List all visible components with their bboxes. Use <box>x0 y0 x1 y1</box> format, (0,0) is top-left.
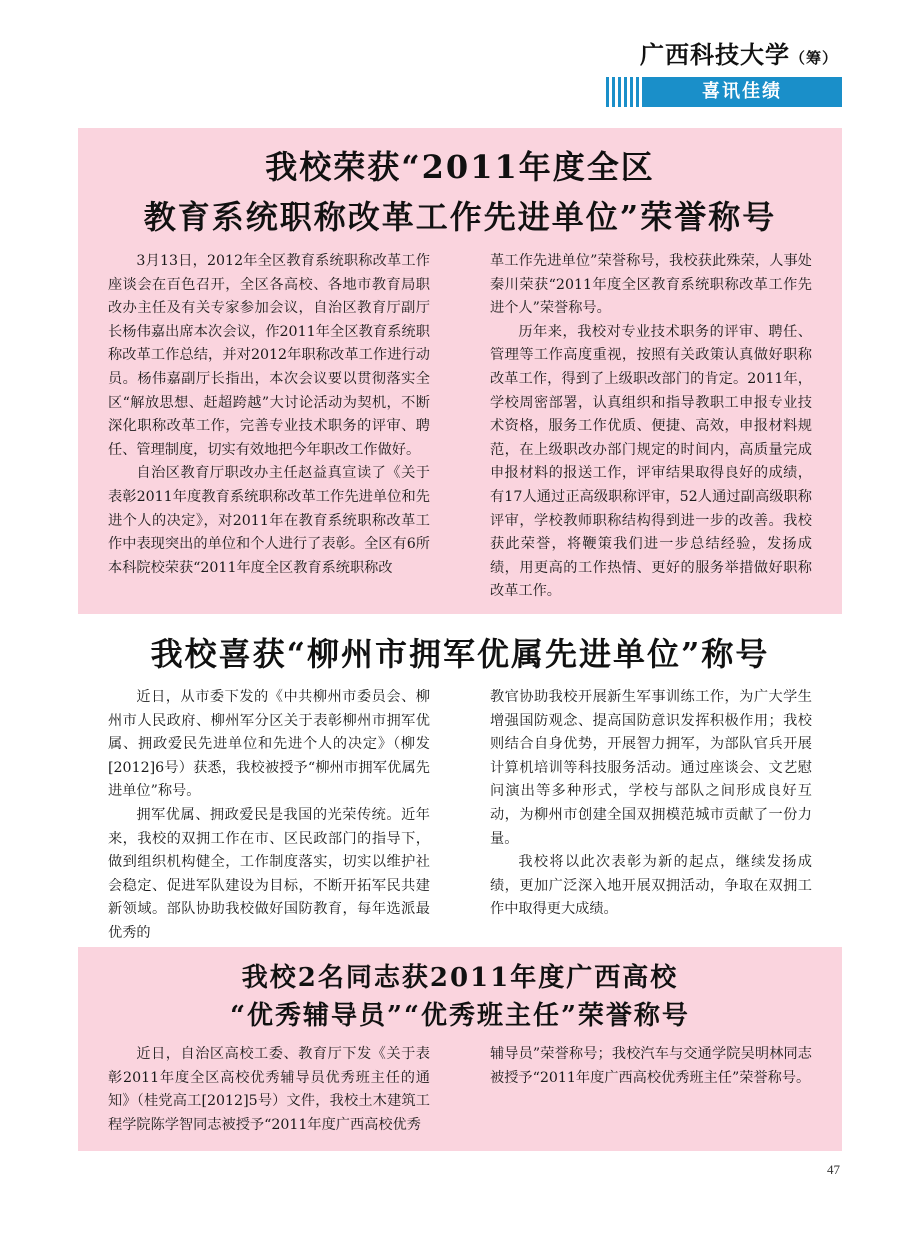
paragraph: 近日，自治区高校工委、教育厅下发《关于表彰2011年度全区高校优秀辅导员优秀班主任的通知》（桂党高工[2012]5号）文件，我校土木建筑工程学院陈学智同志被授予“2011年度广西高校优秀 <box>108 1046 430 1133</box>
column-left <box>108 686 430 946</box>
paragraph: 革工作先进单位”荣誉称号，我校获此殊荣，人事处秦川荣获“2011年度全区教育系统职称改革工作先进个人”荣誉称号。 <box>490 253 812 317</box>
paragraph: 自治区教育厅职改办主任赵益真宣读了《关于表彰2011年度教育系统职称改革工作先进单位和先进个人的决定》，对2011年在教育系统职称改革工作中表现突出的单位和个人进行了表彰。全区有6所本科院校荣获“2011年度全区教育系统职称改 <box>108 465 430 576</box>
headline-line: 教育系统职称改革工作先进单位”荣誉称号 <box>143 198 777 236</box>
headline-line: 我校荣获“2011年度全区 <box>265 148 655 186</box>
section-tag: 喜讯佳绩 <box>642 77 842 107</box>
column-right <box>490 250 812 604</box>
article-body <box>108 250 812 604</box>
masthead <box>606 40 842 107</box>
section-bar <box>606 77 842 107</box>
article-outstanding-counselors <box>78 947 842 1151</box>
paragraph: 辅导员”荣誉称号；我校汽车与交通学院吴明林同志被授予“2011年度广西高校优秀班主任”荣誉称号。 <box>490 1046 812 1086</box>
column-left <box>108 250 430 604</box>
article-body <box>108 1043 812 1137</box>
publication-name: 广西科技大学 <box>639 40 790 69</box>
stripe-decoration <box>606 77 642 107</box>
paragraph: 拥军优属、拥政爱民是我国的光荣传统。近年来，我校的双拥工作在市、区民政部门的指导下，做到组织机构健全，工作制度落实，切实以维护社会稳定、促进军队建设为目标，不断开拓军民共建新领域。部队协助我校做好国防教育，每年选派最优秀的 <box>108 806 430 941</box>
article-military-support <box>78 632 842 941</box>
publication-volume: （筹） <box>789 49 838 67</box>
column-right <box>490 686 812 946</box>
article-body <box>108 686 812 946</box>
column-left <box>108 1043 430 1137</box>
article-headline <box>108 142 812 242</box>
article-job-title-reform <box>78 128 842 614</box>
headline-line: 我校喜获“柳州市拥军优属先进单位”称号 <box>150 635 770 673</box>
publication-title <box>606 40 842 73</box>
paragraph: 我校将以此次表彰为新的起点，继续发扬成绩，更加广泛深入地开展双拥活动，争取在双拥工作中取得更大成绩。 <box>490 854 812 918</box>
headline-line: “优秀辅导员”“优秀班主任”荣誉称号 <box>230 1001 690 1031</box>
page-number: 47 <box>827 1162 840 1177</box>
paragraph: 近日，从市委下发的《中共柳州市委员会、柳州市人民政府、柳州军分区关于表彰柳州市拥军优属、拥政爱民先进单位和先进个人的决定》（柳发[2012]6号）获悉，我校被授予“柳州市拥军优属先进单位”称号。 <box>108 689 430 800</box>
article-headline <box>108 632 812 676</box>
column-right <box>490 1043 812 1137</box>
headline-line: 我校2名同志获2011年度广西高校 <box>241 963 679 993</box>
paragraph: 3月13日，2012年全区教育系统职称改革工作座谈会在百色召开，全区各高校、各地市教育局职改办主任及有关专家参加会议，自治区教育厅副厅长杨伟嘉出席本次会议，作2011年全区教育系统职称改革工作总结，并对2012年职称改革工作进行动员。杨伟嘉副厅长指出，本次会议要以贯彻落实全区“解放思想、赶超跨越”大讨论活动为契机，不断深化职称改革工作，完善专业技术职务的评审、聘任、管理制度，切实有效地把今年职改工作做好。 <box>108 253 430 458</box>
paragraph: 教官协助我校开展新生军事训练工作，为广大学生增强国防观念、提高国防意识发挥积极作用；我校则结合自身优势，开展智力拥军，为部队官兵开展计算机培训等科技服务活动。通过座谈会、文艺慰问演出等多种形式，学校与部队之间形成良好互动，为柳州市创建全国双拥模范城市贡献了一份力量。 <box>490 689 812 847</box>
article-headline <box>108 959 812 1035</box>
paragraph: 历年来，我校对专业技术职务的评审、聘任、管理等工作高度重视，按照有关政策认真做好职称改革工作，得到了上级职改部门的肯定。2011年，学校周密部署，认真组织和指导教职工申报专业技术资格，服务工作优质、便捷、高效，申报材料规范，在上级职改办部门规定的时间内，高质量完成申报材料的报送工作，评审结果取得良好的成绩，有17人通过正高级职称评审，52人通过副高级职称评审，学校教师职称结构得到进一步的改善。我校获此荣誉，将鞭策我们进一步总结经验，发扬成绩，用更高的工作热情、更好的服务举措做好职称改革工作。 <box>490 323 812 600</box>
